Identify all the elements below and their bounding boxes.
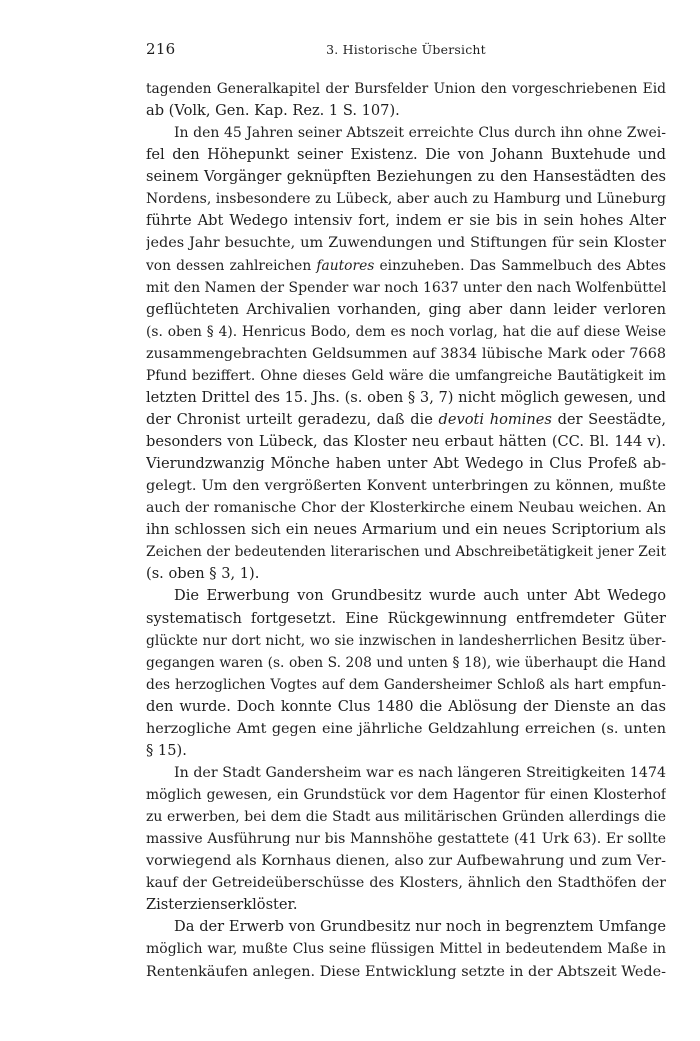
text-line: In der Stadt Gandersheim war es nach längeren Streitigkeiten 1474 xyxy=(174,764,666,781)
text-line: mit den Namen der Spender war noch 1637 unter den nach Wolfenbüttel xyxy=(146,279,666,296)
text-line: glückte nur dort nicht, wo sie inzwischen in landesherrlichen Besitz über- xyxy=(146,632,666,649)
text-line: besonders von Lübeck, das Kloster neu erbaut hätten (CC. Bl. 144 v). xyxy=(146,433,666,450)
text-line: seinem Vorgänger geknüpften Beziehungen zu den Hansestädten des xyxy=(146,168,666,186)
text-line: tagenden Generalkapitel der Bursfelder Union den vorgeschriebenen Eid xyxy=(146,81,666,97)
text-line: § 15). xyxy=(146,741,187,759)
text-line: führte Abt Wedego intensiv fort, indem er sie bis in sein hohes Alter xyxy=(146,212,666,230)
text-line: Zeichen der bedeutenden literarischen und Abschreibetätigkeit jener Zeit xyxy=(146,544,666,561)
text-line: ab (Volk, Gen. Kap. Rez. 1 S. 107). xyxy=(146,102,400,120)
text-line: kauf der Getreideüberschüsse des Klosters, ähnlich den Stadthöfen der xyxy=(146,875,666,892)
body-text xyxy=(146,78,666,983)
text-line: (s. oben § 4). Henricus Bodo, dem es noch vorlag, hat die auf diese Weise xyxy=(146,323,666,340)
text-line: Vierundzwanzig Mönche haben unter Abt Wedego in Clus Profeß ab- xyxy=(146,455,666,473)
text-line: von dessen zahlreichen fautores einzuheben. Das Sammelbuch des Abtes xyxy=(146,257,666,274)
text-line: Nordens, insbesondere zu Lübeck, aber auch zu Hamburg und Lüneburg xyxy=(146,191,666,208)
text-line: Da der Erwerb von Grundbesitz nur noch in begrenztem Umfange xyxy=(174,918,666,936)
text-line: der Chronist urteilt geradezu, daß die devoti homines der Seestädte, xyxy=(146,410,666,428)
text-line: (s. oben § 3, 1). xyxy=(146,565,260,583)
text-line: herzogliche Amt gegen eine jährliche Geldzahlung erreichen (s. unten xyxy=(146,720,666,737)
text-line: Zisterzienserklöster. xyxy=(146,896,298,914)
page-number: 216 xyxy=(146,40,176,58)
text-line: jedes Jahr besuchte, um Zuwendungen und Stiftungen für sein Kloster xyxy=(146,235,666,252)
text-line: zu erwerben, bei dem die Stadt aus militärischen Gründen allerdings die xyxy=(146,809,666,826)
running-head: 3. Historische Übersicht xyxy=(326,42,486,57)
text-line: gelegt. Um den vergrößerten Konvent unterbringen zu können, mußte xyxy=(146,478,666,495)
text-line: den wurde. Doch konnte Clus 1480 die Ablösung der Dienste an das xyxy=(146,697,666,715)
text-line: systematisch fortgesetzt. Eine Rückgewinnung entfremdeter Güter xyxy=(146,609,666,627)
text-line: In den 45 Jahren seiner Abtszeit erreichte Clus durch ihn ohne Zwei- xyxy=(174,125,666,142)
text-line: Pfund beziffert. Ohne dieses Geld wäre die umfangreiche Bautätigkeit im xyxy=(146,367,666,384)
text-line: des herzoglichen Vogtes auf dem Gandersheimer Schloß als hart empfun- xyxy=(146,676,666,693)
text-line: massive Ausführung nur bis Mannshöhe gestattete (41 Urk 63). Er sollte xyxy=(146,831,666,848)
text-line: gegangen waren (s. oben S. 208 und unten § 18), wie überhaupt die Hand xyxy=(146,654,666,671)
text-line: Die Erwerbung von Grundbesitz wurde auch unter Abt Wedego xyxy=(174,587,666,605)
text-line: ihn schlossen sich ein neues Armarium und ein neues Scriptorium als xyxy=(146,521,666,539)
text-line: letzten Drittel des 15. Jhs. (s. oben § 3, 7) nicht möglich gewesen, und xyxy=(146,388,666,406)
text-line: möglich gewesen, ein Grundstück vor dem Hagentor für einen Klosterhof xyxy=(146,787,666,803)
text-line: möglich war, mußte Clus seine flüssigen Mittel in bedeutendem Maße in xyxy=(146,941,666,958)
text-line: vorwiegend als Kornhaus dienen, also zur Aufbewahrung und zum Ver- xyxy=(146,853,666,870)
page-header xyxy=(146,40,666,62)
text-line: geflüchteten Archivalien vorhanden, ging aber dann leider verloren xyxy=(146,300,666,318)
text-line: zusammengebrachten Geldsummen auf 3834 lübische Mark oder 7668 xyxy=(146,345,666,362)
text-line: Rentenkäufen anlegen. Diese Entwicklung setzte in der Abtszeit Wede- xyxy=(146,963,666,980)
text-line: fel den Höhepunkt seiner Existenz. Die von Johann Buxtehude und xyxy=(146,146,666,164)
text-line: auch der romanische Chor der Klosterkirche einem Neubau weichen. An xyxy=(146,500,666,517)
